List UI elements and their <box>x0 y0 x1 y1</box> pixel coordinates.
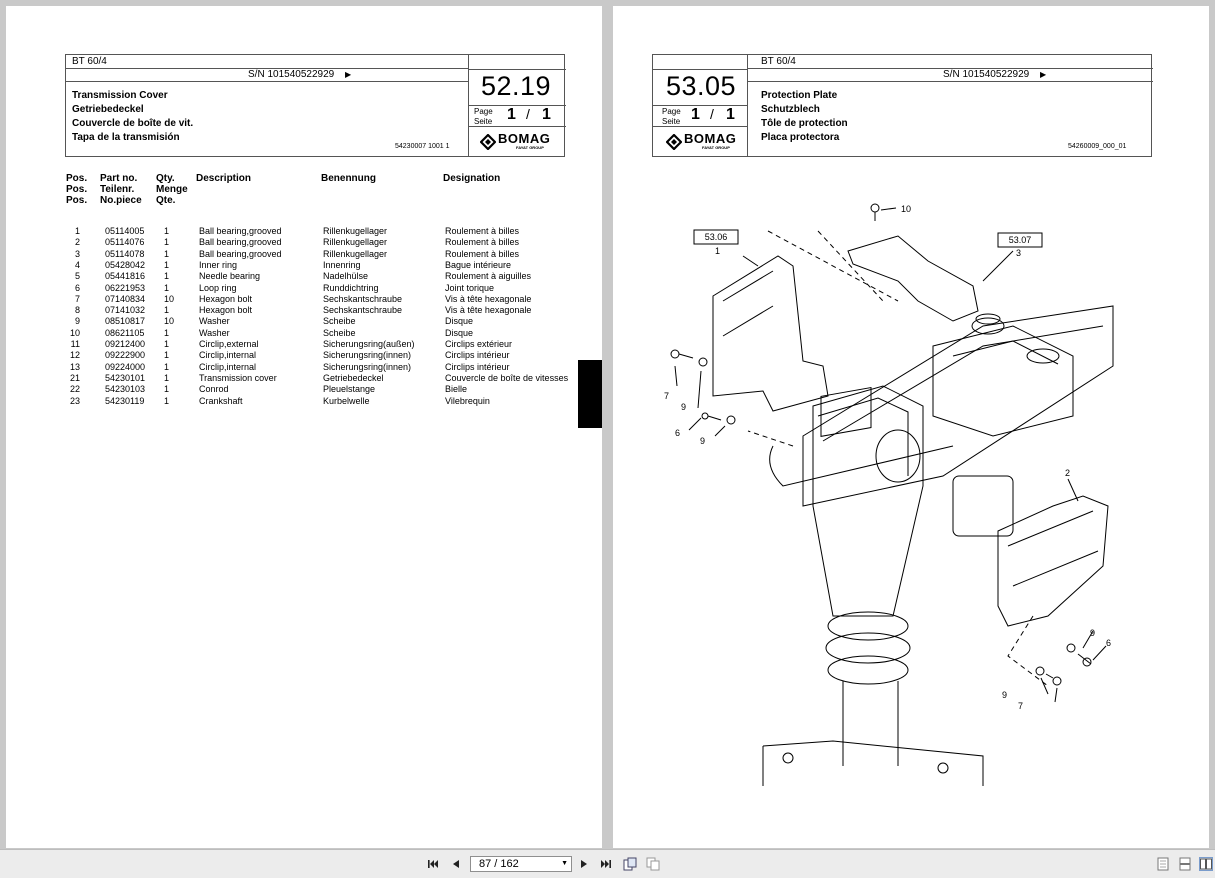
serial-number: S/N 101540522929 <box>943 69 1030 80</box>
title-de: Schutzblech <box>761 104 820 115</box>
table-row <box>6 249 602 260</box>
single-page-icon[interactable] <box>1156 857 1170 871</box>
designation-cell: Roulement à billes <box>445 237 520 248</box>
benennung-cell: Kurbelwelle <box>323 395 370 406</box>
qty-cell: 1 <box>164 384 170 395</box>
pos-cell: 8 <box>74 305 80 316</box>
callout-6b: 6 <box>1106 638 1112 648</box>
pos-cell: 9 <box>74 316 80 327</box>
table-row <box>6 350 602 361</box>
table-row <box>6 339 602 350</box>
description-cell: Ball bearing,grooved <box>199 226 282 236</box>
part-no-cell: 54230101 <box>105 372 146 383</box>
brand-sub: FAYAT GROUP <box>516 145 544 150</box>
page-separator: / <box>710 106 714 122</box>
designation-cell: Roulement à aiguilles <box>445 271 532 282</box>
model-label: BT 60/4 <box>72 56 107 67</box>
description-cell: Washer <box>199 327 230 338</box>
first-page-icon[interactable] <box>426 857 440 871</box>
table-row <box>6 271 602 282</box>
qty-cell: 10 <box>164 316 175 327</box>
title-fr: Couvercle de boîte de vit. <box>72 118 194 129</box>
pos-cell: 12 <box>69 350 80 361</box>
bomag-logo <box>666 133 736 150</box>
pos-cell: 22 <box>69 384 80 395</box>
facing-icon[interactable] <box>1199 857 1213 871</box>
description-cell: Circlip,internal <box>199 361 257 372</box>
qty-cell: 1 <box>164 237 170 248</box>
description-cell: Hexagon bolt <box>199 305 253 316</box>
table-row <box>6 294 602 305</box>
benennung-cell: Rillenkugellager <box>323 248 388 259</box>
doc-code: 54230007 1001 1 <box>395 143 450 150</box>
title-es: Tapa de la transmisión <box>72 132 180 143</box>
qty-cell: 1 <box>164 226 170 236</box>
col-qty-de: Menge <box>156 184 188 195</box>
designation-cell: Bague intérieure <box>445 259 512 270</box>
benennung-cell: Sechskantschraube <box>323 305 403 316</box>
callout-6: 6 <box>675 428 681 438</box>
col-part-de: Teilenr. <box>100 184 135 195</box>
right-header-box <box>652 54 1152 157</box>
pos-cell: 10 <box>69 327 80 338</box>
table-row <box>6 316 602 327</box>
benennung-cell: Sicherungsring(innen) <box>323 350 412 361</box>
left-page <box>6 6 602 848</box>
description-cell: Needle bearing <box>199 271 261 282</box>
description-cell: Hexagon bolt <box>199 293 253 304</box>
page-number-value: 87 / 162 <box>479 858 519 870</box>
callout-10: 10 <box>901 204 912 214</box>
designation-cell: Roulement à billes <box>445 226 520 236</box>
designation-cell: Circlips extérieur <box>445 339 513 349</box>
description-cell: Circlip,internal <box>199 350 257 361</box>
prev-page-icon[interactable] <box>449 857 463 871</box>
benennung-cell: Sicherungsring(innen) <box>323 361 412 372</box>
designation-cell: Circlips intérieur <box>445 361 510 372</box>
table-row <box>6 362 602 373</box>
part-no-cell: 08510817 <box>105 316 146 327</box>
pos-cell: 11 <box>70 339 80 349</box>
page-number-field[interactable] <box>470 856 572 872</box>
part-no-cell: 05428042 <box>105 259 146 270</box>
right-page <box>613 6 1209 848</box>
qty-cell: 1 <box>164 395 170 406</box>
part-no-cell: 07140834 <box>105 293 146 304</box>
qty-cell: 1 <box>164 282 170 293</box>
exploded-parts-diagram <box>653 186 1173 786</box>
title-fr: Tôle de protection <box>761 118 848 129</box>
benennung-cell: Rillenkugellager <box>323 237 388 248</box>
section-number: 52.19 <box>481 71 552 101</box>
qty-cell: 1 <box>164 339 170 349</box>
callout-1: 1 <box>715 246 721 256</box>
designation-cell: Disque <box>445 327 474 338</box>
part-no-cell: 09212400 <box>105 339 146 349</box>
bomag-logo <box>480 133 550 150</box>
col-pos-de: Pos. <box>66 184 88 195</box>
qty-cell: 1 <box>164 327 170 338</box>
part-no-cell: 06221953 <box>105 282 146 293</box>
page-separator: / <box>526 106 530 122</box>
title-es: Placa protectora <box>761 132 840 143</box>
pos-cell: 4 <box>74 259 80 270</box>
ref-box-53-07: 53.07 <box>1008 235 1032 245</box>
part-no-cell: 05114078 <box>105 248 145 259</box>
callout-7: 7 <box>664 391 670 401</box>
brand-sub: FAYAT GROUP <box>702 145 730 150</box>
description-cell: Crankshaft <box>199 395 243 406</box>
designation-cell: Vilebrequin <box>445 395 490 406</box>
benennung-cell: Pleuelstange <box>323 384 376 395</box>
part-no-cell: 54230119 <box>105 395 145 406</box>
serial-arrow-icon: ▶ <box>1039 70 1047 79</box>
serial-number: S/N 101540522929 <box>248 69 335 80</box>
designation-cell: Roulement à billes <box>445 248 520 259</box>
brand-name: BOMAG <box>498 131 551 146</box>
part-no-cell: 07141032 <box>105 305 146 316</box>
benennung-cell: Runddichtring <box>323 282 379 293</box>
callout-2: 2 <box>1065 468 1071 478</box>
col-designation: Designation <box>443 173 501 184</box>
qty-cell: 1 <box>164 248 170 259</box>
page-dropdown-icon[interactable]: ▼ <box>561 860 568 867</box>
page-label-de: Seite <box>474 117 493 126</box>
benennung-cell: Rillenkugellager <box>323 226 388 236</box>
continuous-icon[interactable] <box>1178 857 1192 871</box>
designation-cell: Couvercle de boîte de vitesses <box>445 372 569 383</box>
qty-cell: 1 <box>164 259 170 270</box>
page-total: 1 <box>542 106 551 123</box>
table-row <box>6 328 602 339</box>
qty-cell: 1 <box>164 372 170 383</box>
qty-cell: 1 <box>164 305 170 316</box>
table-row <box>6 384 602 395</box>
page-label-en: Page <box>662 107 681 116</box>
pos-cell: 1 <box>74 226 80 236</box>
section-tab-marker <box>578 360 602 428</box>
ref-box-53-06: 53.06 <box>704 232 728 242</box>
description-cell: Transmission cover <box>199 372 277 383</box>
callout-3: 3 <box>1016 248 1022 258</box>
page-current: 1 <box>507 106 516 123</box>
title-en: Transmission Cover <box>72 90 168 101</box>
callout-9c: 9 <box>1090 628 1096 638</box>
designation-cell: Disque <box>445 316 474 327</box>
section-number: 53.05 <box>666 71 737 101</box>
qty-cell: 10 <box>164 293 175 304</box>
pos-cell: 2 <box>74 237 80 248</box>
col-qty-fr: Qte. <box>156 195 176 206</box>
callout-9d: 9 <box>1002 690 1008 700</box>
description-cell: Loop ring <box>199 282 237 293</box>
col-part-fr: No.piece <box>100 195 142 206</box>
bomag-diamond-icon <box>480 134 496 150</box>
viewer-toolbar <box>0 849 1215 878</box>
description-cell: Washer <box>199 316 230 327</box>
col-description: Description <box>196 173 252 184</box>
designation-cell: Joint torique <box>445 282 495 293</box>
pos-cell: 7 <box>74 293 80 304</box>
designation-cell: Circlips intérieur <box>445 350 510 361</box>
description-cell: Ball bearing,grooved <box>199 248 282 259</box>
table-row <box>6 396 602 407</box>
qty-cell: 1 <box>164 361 170 372</box>
benennung-cell: Innenring <box>323 259 361 270</box>
part-no-cell: 09222900 <box>105 350 146 361</box>
left-header-box <box>65 54 565 157</box>
next-page-icon[interactable] <box>577 857 591 871</box>
serial-arrow-icon: ▶ <box>344 70 352 79</box>
pos-cell: 5 <box>74 271 80 282</box>
callout-9: 9 <box>681 402 687 412</box>
pos-cell: 21 <box>69 372 80 383</box>
table-row <box>6 237 602 248</box>
page-current: 1 <box>691 106 700 123</box>
callout-7b: 7 <box>1018 701 1024 711</box>
designation-cell: Bielle <box>445 384 468 395</box>
model-label: BT 60/4 <box>761 56 796 67</box>
page-label-de: Seite <box>662 117 681 126</box>
rotate-icon[interactable] <box>623 857 637 871</box>
copy-icon[interactable] <box>646 857 660 871</box>
part-no-cell: 08621105 <box>105 327 145 338</box>
col-pos-en: Pos. <box>66 173 88 184</box>
description-cell: Conrod <box>199 384 229 395</box>
part-no-cell: 05114076 <box>105 237 145 248</box>
page-label-en: Page <box>474 107 493 116</box>
designation-cell: Vis à tête hexagonale <box>445 305 532 316</box>
table-row <box>6 283 602 294</box>
pos-cell: 23 <box>69 395 80 406</box>
qty-cell: 1 <box>164 350 170 361</box>
callout-9b: 9 <box>700 436 706 446</box>
pos-cell: 6 <box>74 282 80 293</box>
col-benennung: Benennung <box>321 173 376 184</box>
brand-name: BOMAG <box>684 131 737 146</box>
description-cell: Ball bearing,grooved <box>199 237 282 248</box>
part-no-cell: 09224000 <box>105 361 146 372</box>
part-no-cell: 54230103 <box>105 384 146 395</box>
title-en: Protection Plate <box>761 90 838 101</box>
benennung-cell: Scheibe <box>323 316 356 327</box>
table-row <box>6 373 602 384</box>
table-row <box>6 305 602 316</box>
col-part-en: Part no. <box>100 173 138 184</box>
description-cell: Circlip,external <box>199 339 259 349</box>
description-cell: Inner ring <box>199 259 238 270</box>
benennung-cell: Nadelhülse <box>323 271 369 282</box>
doc-code: 54260009_000_01 <box>1068 143 1127 150</box>
col-qty-en: Qty. <box>156 173 175 184</box>
benennung-cell: Getriebedeckel <box>323 372 384 383</box>
pos-cell: 13 <box>69 361 80 372</box>
table-row <box>6 226 602 237</box>
title-de: Getriebedeckel <box>72 104 144 115</box>
col-pos-fr: Pos. <box>66 195 88 206</box>
part-no-cell: 05441816 <box>105 271 146 282</box>
page-total: 1 <box>726 106 735 123</box>
benennung-cell: Sicherungsring(außen) <box>323 339 415 349</box>
pos-cell: 3 <box>74 248 80 259</box>
bomag-diamond-icon <box>666 134 682 150</box>
benennung-cell: Scheibe <box>323 327 356 338</box>
last-page-icon[interactable] <box>599 857 613 871</box>
designation-cell: Vis à tête hexagonale <box>445 293 532 304</box>
qty-cell: 1 <box>164 271 170 282</box>
benennung-cell: Sechskantschraube <box>323 293 403 304</box>
part-no-cell: 05114005 <box>105 226 145 236</box>
table-row <box>6 260 602 271</box>
